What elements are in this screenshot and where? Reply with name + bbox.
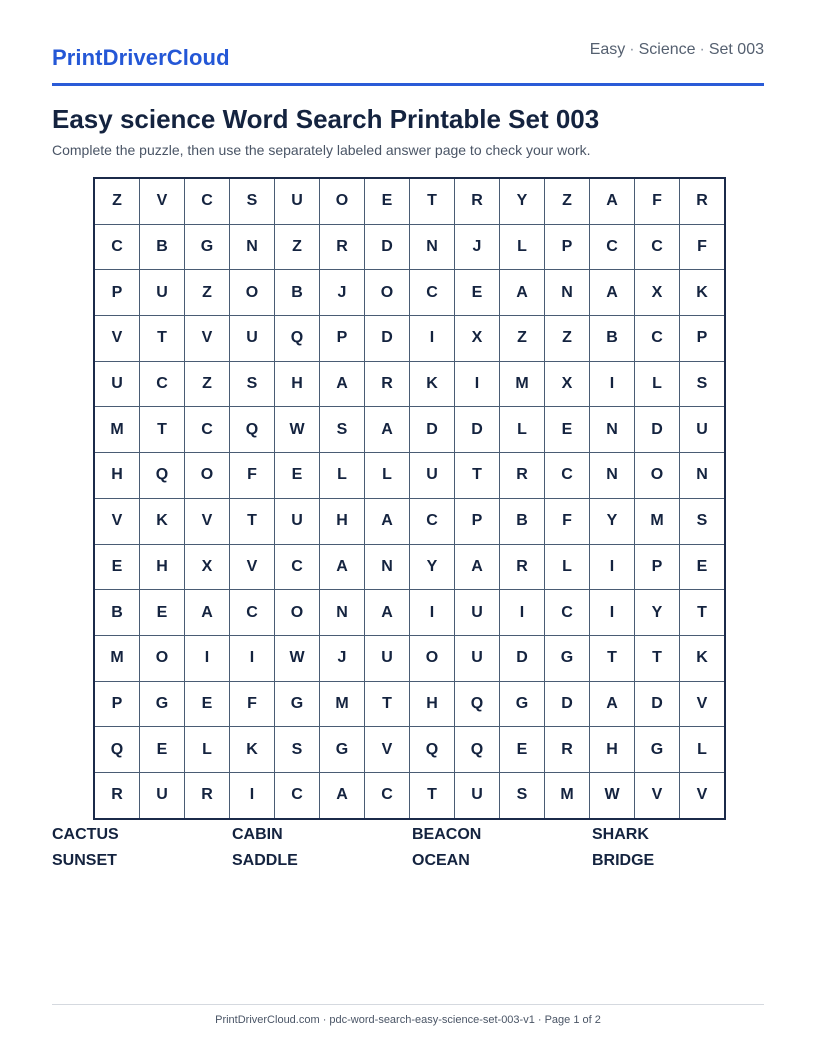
grid-cell: G (320, 727, 364, 772)
grid-cell: I (590, 362, 634, 407)
grid-cell: G (275, 682, 319, 727)
grid-cell: O (410, 636, 454, 681)
grid-cell: A (500, 270, 544, 315)
grid-cell: R (680, 179, 724, 224)
grid-cell: I (590, 545, 634, 590)
grid-cell: C (185, 179, 229, 224)
grid-cell: H (590, 727, 634, 772)
grid-cell: Q (455, 682, 499, 727)
grid-cell: D (545, 682, 589, 727)
grid-cell: Z (545, 179, 589, 224)
grid-cell: A (320, 362, 364, 407)
word-list (52, 826, 772, 878)
grid-cell: D (455, 407, 499, 452)
grid-cell: Q (455, 727, 499, 772)
grid-cell: A (320, 773, 364, 818)
grid-cell: B (275, 270, 319, 315)
grid-cell: U (455, 773, 499, 818)
grid-cell: A (590, 270, 634, 315)
grid-cell: S (320, 407, 364, 452)
grid-cell: N (365, 545, 409, 590)
page-title: Easy science Word Search Printable Set 003 (52, 104, 600, 134)
grid-cell: Z (185, 270, 229, 315)
grid-cell: E (185, 682, 229, 727)
grid-cell: I (410, 590, 454, 635)
grid-cell: G (635, 727, 679, 772)
grid-cell: K (410, 362, 454, 407)
grid-cell: Q (275, 316, 319, 361)
grid-cell: Y (635, 590, 679, 635)
grid-cell: O (185, 453, 229, 498)
grid-cell: U (410, 453, 454, 498)
grid-cell: F (230, 453, 274, 498)
grid-cell: V (680, 682, 724, 727)
grid-cell: E (455, 270, 499, 315)
grid-cell: A (185, 590, 229, 635)
grid-cell: O (365, 270, 409, 315)
brand-logo: PrintDriverCloud (52, 45, 230, 70)
word-list-item: BRIDGE (592, 852, 655, 869)
grid-cell: D (365, 316, 409, 361)
grid-cell: V (635, 773, 679, 818)
grid-cell: C (365, 773, 409, 818)
grid-cell: N (590, 453, 634, 498)
grid-cell: N (230, 225, 274, 270)
grid-cell: M (95, 636, 139, 681)
grid-cell: N (410, 225, 454, 270)
grid-cell: T (635, 636, 679, 681)
grid-cell: C (185, 407, 229, 452)
grid-cell: W (275, 407, 319, 452)
grid-cell: H (95, 453, 139, 498)
grid-cell: C (140, 362, 184, 407)
page-footer: PrintDriverCloud.com · pdc-word-search-easy-science-set-003-v1 · Page 1 of 2 (215, 1014, 601, 1026)
grid-cell: Q (140, 453, 184, 498)
page-header (52, 40, 764, 86)
grid-cell: P (95, 270, 139, 315)
grid-cell: I (410, 316, 454, 361)
grid-cell: P (545, 225, 589, 270)
grid-cell: N (680, 453, 724, 498)
grid-cell: T (410, 179, 454, 224)
grid-cell: O (320, 179, 364, 224)
grid-cell: Z (500, 316, 544, 361)
grid-cell: N (545, 270, 589, 315)
grid-cell: U (140, 773, 184, 818)
grid-cell: E (95, 545, 139, 590)
grid-cell: J (455, 225, 499, 270)
grid-cell: W (590, 773, 634, 818)
breadcrumb (590, 41, 764, 59)
word-search-grid (93, 177, 726, 820)
grid-cell: C (95, 225, 139, 270)
grid-cell: I (185, 636, 229, 681)
grid-cell: U (455, 590, 499, 635)
grid-cell: D (635, 682, 679, 727)
breadcrumb-level: Easy (589, 41, 626, 58)
grid-cell: S (680, 499, 724, 544)
grid-cell: U (275, 179, 319, 224)
grid-cell: L (680, 727, 724, 772)
grid-cell: K (140, 499, 184, 544)
grid-cell: O (275, 590, 319, 635)
grid-cell: U (95, 362, 139, 407)
grid-cell: T (230, 499, 274, 544)
grid-cell: B (140, 225, 184, 270)
grid-cell: S (230, 362, 274, 407)
word-list-item: SUNSET (52, 852, 117, 869)
grid-cell: Y (500, 179, 544, 224)
grid-cell: Q (410, 727, 454, 772)
grid-cell: N (320, 590, 364, 635)
grid-cell: I (455, 362, 499, 407)
grid-cell: J (320, 270, 364, 315)
grid-cell: V (365, 727, 409, 772)
grid-cell: B (590, 316, 634, 361)
grid-cell: X (455, 316, 499, 361)
grid-cell: T (410, 773, 454, 818)
grid-cell: F (680, 225, 724, 270)
grid-cell: S (680, 362, 724, 407)
grid-cell: G (185, 225, 229, 270)
grid-cell: I (500, 590, 544, 635)
grid-cell: S (230, 179, 274, 224)
grid-cell: Y (590, 499, 634, 544)
grid-cell: T (365, 682, 409, 727)
grid-cell: V (230, 545, 274, 590)
grid-cell: X (545, 362, 589, 407)
grid-cell: T (590, 636, 634, 681)
grid-cell: O (140, 636, 184, 681)
grid-cell: O (230, 270, 274, 315)
word-list-item: CABIN (232, 826, 283, 843)
grid-cell: Q (230, 407, 274, 452)
grid-cell: M (635, 499, 679, 544)
word-list-item: CACTUS (52, 826, 119, 843)
grid-cell: Z (95, 179, 139, 224)
grid-cell: G (140, 682, 184, 727)
breadcrumb-separator: · (699, 41, 705, 58)
grid-cell: A (365, 499, 409, 544)
grid-cell: I (230, 773, 274, 818)
grid-cell: S (500, 773, 544, 818)
grid-cell: C (275, 773, 319, 818)
grid-cell: Y (410, 545, 454, 590)
grid-cell: B (95, 590, 139, 635)
grid-cell: V (95, 316, 139, 361)
grid-cell: A (320, 545, 364, 590)
grid-cell: P (95, 682, 139, 727)
grid-cell: C (275, 545, 319, 590)
grid-cell: K (680, 636, 724, 681)
grid-cell: C (635, 316, 679, 361)
grid-cell: N (590, 407, 634, 452)
grid-cell: V (95, 499, 139, 544)
grid-cell: L (500, 407, 544, 452)
grid-cell: E (500, 727, 544, 772)
grid-cell: E (140, 727, 184, 772)
grid-cell: Z (185, 362, 229, 407)
grid-cell: X (185, 545, 229, 590)
grid-cell: E (545, 407, 589, 452)
grid-cell: W (275, 636, 319, 681)
grid-cell: D (635, 407, 679, 452)
grid-cell: T (140, 407, 184, 452)
grid-cell: S (275, 727, 319, 772)
grid-cell: H (410, 682, 454, 727)
grid-cell: P (320, 316, 364, 361)
word-list-item: BEACON (412, 826, 482, 843)
grid-cell: M (500, 362, 544, 407)
grid-cell: J (320, 636, 364, 681)
grid-cell: V (185, 499, 229, 544)
grid-cell: F (635, 179, 679, 224)
grid-cell: T (680, 590, 724, 635)
grid-cell: U (275, 499, 319, 544)
grid-cell: L (320, 453, 364, 498)
page-subtitle: Complete the puzzle, then use the separately labeled answer page to check your work. (52, 142, 591, 158)
grid-cell: M (545, 773, 589, 818)
grid-cell: C (410, 270, 454, 315)
grid-cell: R (320, 225, 364, 270)
breadcrumb-set: Set 003 (708, 41, 764, 58)
grid-cell: A (365, 590, 409, 635)
grid-cell: A (365, 407, 409, 452)
grid-cell: U (455, 636, 499, 681)
grid-cell: L (500, 225, 544, 270)
footer-divider (52, 1004, 764, 1005)
grid-cell: C (230, 590, 274, 635)
word-list-item: SHARK (592, 826, 649, 843)
grid-cell: C (545, 590, 589, 635)
grid-cell: M (320, 682, 364, 727)
grid-cell: E (365, 179, 409, 224)
grid-cell: T (455, 453, 499, 498)
grid-cell: U (680, 407, 724, 452)
grid-cell: V (140, 179, 184, 224)
grid-cell: R (455, 179, 499, 224)
grid-cell: E (680, 545, 724, 590)
grid-cell: L (185, 727, 229, 772)
grid-cell: G (500, 682, 544, 727)
grid-cell: A (590, 682, 634, 727)
grid-cell: Z (545, 316, 589, 361)
grid-cell: P (455, 499, 499, 544)
grid-cell: M (95, 407, 139, 452)
grid-cell: X (635, 270, 679, 315)
grid-cell: K (680, 270, 724, 315)
grid-cell: C (545, 453, 589, 498)
grid-cell: D (500, 636, 544, 681)
grid-cell: O (635, 453, 679, 498)
grid-cell: U (140, 270, 184, 315)
grid-cell: V (185, 316, 229, 361)
word-list-item: SADDLE (232, 852, 298, 869)
grid-cell: R (545, 727, 589, 772)
grid-cell: L (635, 362, 679, 407)
grid-cell: R (185, 773, 229, 818)
grid-cell: L (365, 453, 409, 498)
grid-cell: C (590, 225, 634, 270)
grid-cell: R (95, 773, 139, 818)
grid-cell: D (410, 407, 454, 452)
grid-cell: R (365, 362, 409, 407)
grid-cell: U (365, 636, 409, 681)
grid-cell: A (455, 545, 499, 590)
breadcrumb-subject: Science (638, 41, 696, 58)
grid-cell: L (545, 545, 589, 590)
grid-cell: U (230, 316, 274, 361)
grid-cell: E (275, 453, 319, 498)
word-list-item: OCEAN (412, 852, 470, 869)
grid-cell: F (545, 499, 589, 544)
grid-cell: Z (275, 225, 319, 270)
breadcrumb-separator: · (629, 41, 635, 58)
grid-cell: K (230, 727, 274, 772)
grid-cell: H (320, 499, 364, 544)
grid-cell: G (545, 636, 589, 681)
grid-cell: V (680, 773, 724, 818)
grid-cell: R (500, 545, 544, 590)
grid-cell: Q (95, 727, 139, 772)
grid-cell: E (140, 590, 184, 635)
grid-cell: H (275, 362, 319, 407)
grid-cell: C (635, 225, 679, 270)
grid-cell: I (230, 636, 274, 681)
grid-cell: R (500, 453, 544, 498)
grid-cell: B (500, 499, 544, 544)
grid-cell: T (140, 316, 184, 361)
grid-cell: A (590, 179, 634, 224)
grid-cell: C (410, 499, 454, 544)
grid-cell: H (140, 545, 184, 590)
grid-cell: F (230, 682, 274, 727)
grid-cell: P (680, 316, 724, 361)
grid-cell: I (590, 590, 634, 635)
grid-cell: P (635, 545, 679, 590)
grid-cell: D (365, 225, 409, 270)
